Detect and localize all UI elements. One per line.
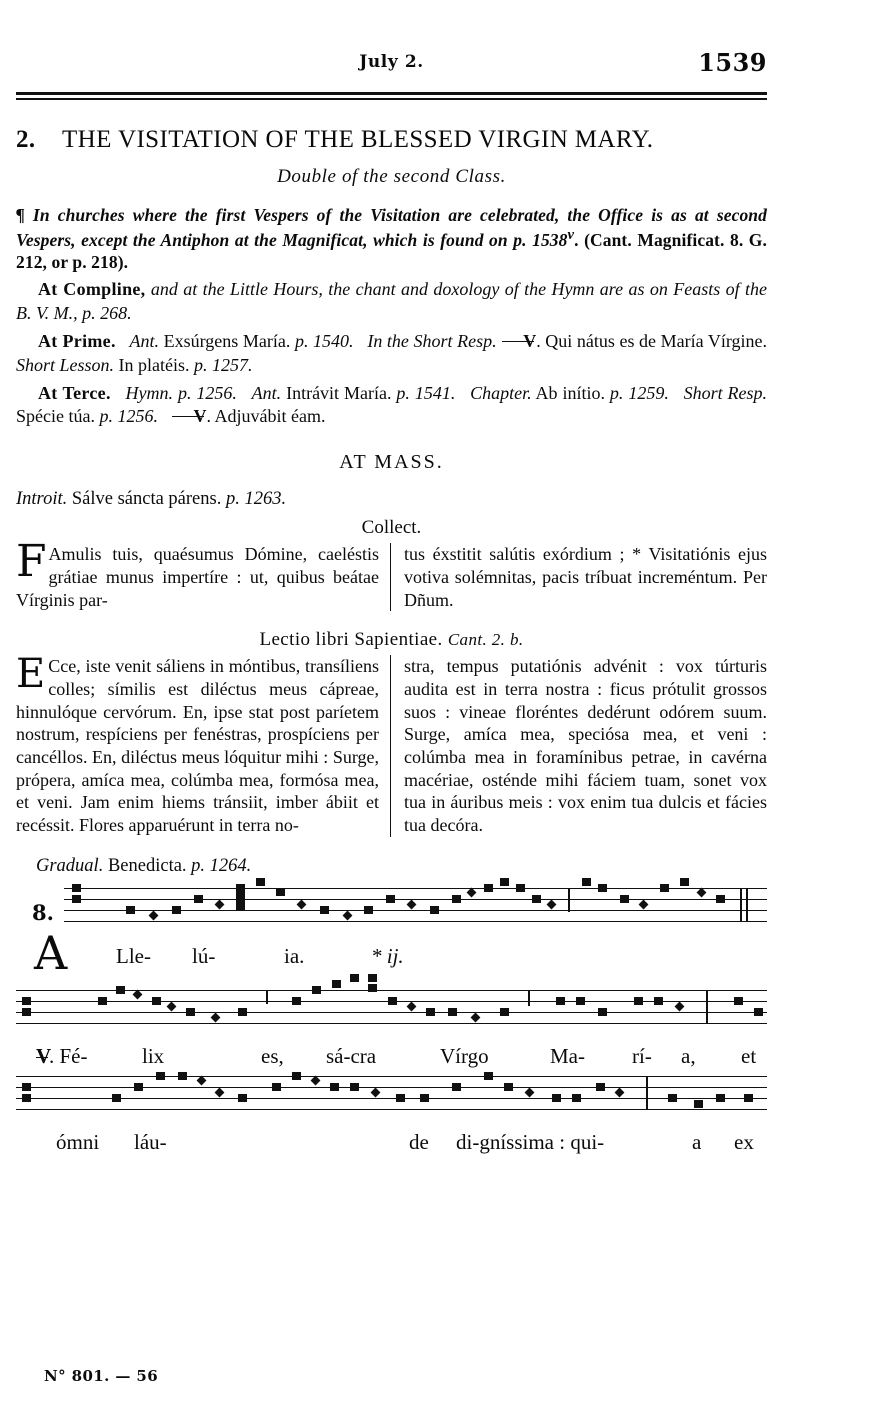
collect-right-column <box>391 543 767 611</box>
chant-staff-3 <box>16 1074 767 1120</box>
chant-syllable: a, <box>681 1044 696 1069</box>
feast-title-line <box>16 126 767 154</box>
rubric-vespers-sup: v <box>567 227 575 244</box>
compline-label: At Compline, <box>38 279 146 300</box>
terce-ant-page: p. 1541. <box>396 383 456 404</box>
prime-lesson-label: Short Lesson. <box>16 354 115 375</box>
introit-line <box>16 488 767 511</box>
terce-hymn-label: Hymn. <box>125 383 174 404</box>
feast-number: 2. <box>16 126 36 153</box>
chant-syllable: sá-cra <box>326 1044 377 1069</box>
lesson-columns <box>16 651 767 836</box>
collect-right-text: tus éxstitit salútis exórdium ; * Visitatiónis ejus votiva solémnitas, pacis tríbuat increméntum. Per Dñum. <box>404 544 767 610</box>
chant-mode-number: 8. <box>32 900 54 926</box>
pilcrow-icon: ¶ <box>16 205 33 225</box>
chant-staff-2 <box>16 988 767 1034</box>
chant-syllable: Ma- <box>550 1044 585 1069</box>
rubric-compline <box>16 278 767 325</box>
rubric-vespers-l1: In churches where the first Vespers of the Visitation are celebrated, the <box>32 205 591 225</box>
introit-label: Introit. <box>16 488 68 509</box>
terce-ant-label: Ant. <box>251 383 282 404</box>
chant-syllable: lix <box>142 1044 165 1069</box>
header-rule <box>16 92 767 100</box>
terce-resp-label: Short Resp. <box>683 383 767 404</box>
prime-lesson: In platéis. <box>118 354 190 375</box>
rubric-vespers-l3: is found on p. 1538 <box>422 230 568 251</box>
prime-label: At Prime. <box>38 331 116 352</box>
chant-syllable: et <box>741 1044 757 1069</box>
chant-syllable: Vírgo <box>440 1044 489 1069</box>
prime-ant-page: p. 1540. <box>294 331 354 352</box>
collect-left-text: Amulis tuis, quaésumus Dómine, caeléstis grátiae munus impertíre : ut, quibus beátae Vírginis par- <box>16 544 379 610</box>
rubric-terce: At Terce. Hymn. p. 1256. Ant. Intrávit María. p. 1541. Chapter. Ab inítio. p. 1259. Short Resp. Spécie túa. p. 1256. V. Adjuvábit éam. <box>16 382 767 429</box>
collect-columns <box>16 536 767 611</box>
gradual-text: Benedicta. <box>107 855 187 876</box>
chant-system-2 <box>16 988 767 1074</box>
terce-ant: Intrávit María. <box>286 383 392 404</box>
introit-text: Sálve sáncta párens. <box>71 488 222 509</box>
chant-syllable: lú- <box>192 944 216 969</box>
page-title: THE VISITATION OF THE BLESSED VIRGIN MARY. <box>62 126 654 153</box>
mass-heading: AT MASS. <box>339 450 444 473</box>
chant-lyrics-3 <box>16 1120 767 1160</box>
prime-ant-label: Ant. <box>129 331 160 352</box>
chant-syllable: es, <box>261 1044 284 1069</box>
lesson-left-text: Cce, iste venit sáliens in móntibus, transíliens colles; símilis est diléctus meus cápreae, hinnulóque cervórum. En, ipse stat post paríetem nostrum, respíciens per fenéstras, prospíciens per cancéllos. En, diléctus meus lóquitur mihi : Surge, própera, amíca mea, colúmba mea, formósa mea, et veni. Jam enim hiems tránsiit, imber ábiit et recéssit. Flores apparuérunt in terra no- <box>16 656 379 836</box>
prime-resp: Qui nátus es de María Vírgine. <box>545 331 768 352</box>
page-header <box>16 48 767 86</box>
rubric-prime: At Prime. Ant. Exsúrgens María. p. 1540. In the Short Resp. V. Qui nátus es de María Vírgine. Short Lesson. In platéis. p. 1257. <box>16 331 768 375</box>
header-date: July 2. <box>359 52 424 72</box>
gradual-line <box>16 855 767 878</box>
chant-staff-1 <box>64 886 767 932</box>
chant-syllable: ia. <box>284 944 305 969</box>
lesson-right-text: stra, tempus putatiónis advénit : vox túrturis audita est in terra nostra : ficus prótulit grossos suos : vineae floréntes dedérunt odórem suum. Surge, amíca mea, speciósa mea, et veni : colúmba mea in foramínibus petrae, in cavérna macériae, osténde mihi fáciem tuam, sonet vox tua in áuribus meis : vox enim tua dulcis et fácies tua decóra. <box>404 656 767 836</box>
chant-system-1 <box>16 886 767 986</box>
versicle-icon: V <box>501 330 536 353</box>
chant-syllable: rí- <box>632 1044 652 1069</box>
chant-syllable: . Fé- <box>49 1044 88 1069</box>
collect-heading: Collect. <box>361 517 422 539</box>
rubric-vespers <box>16 204 767 273</box>
gradual-label: Gradual. <box>36 855 104 876</box>
header-page-number: 1539 <box>698 48 767 77</box>
chant-lyrics-1 <box>16 926 767 986</box>
chant-initial-letter: A <box>34 926 68 981</box>
collect-left-column <box>16 536 391 611</box>
footer-signature: N° 801. — 56 <box>44 1367 159 1385</box>
prime-lesson-page: p. 1257. <box>194 354 253 375</box>
introit-page: p. 1263. <box>225 488 287 509</box>
terce-resp-page: p. 1256. <box>99 406 158 427</box>
prime-ant: Exsúrgens María. <box>163 331 291 352</box>
lesson-heading-text: Lectio libri Sapientiae. <box>259 629 443 651</box>
chant-syllable: de <box>409 1130 429 1155</box>
rubric-vespers-l2: Office is as at second Vespers, except the Antiphon at the Magnificat, which <box>16 205 767 251</box>
chant-system-3 <box>16 1074 767 1160</box>
terce-label: At Terce. <box>38 383 111 404</box>
versicle-icon-2: V <box>171 405 206 428</box>
terce-chapter: Ab inítio. <box>535 383 605 404</box>
chant-syllable: a <box>692 1130 702 1155</box>
chant-lyrics-2 <box>16 1034 767 1074</box>
lesson-heading <box>16 629 767 651</box>
terce-chapter-label: Chapter. <box>470 383 532 404</box>
terce-resp: Spécie túa. <box>16 406 95 427</box>
chant-syllable: Lle- <box>116 944 151 969</box>
chant-syllable: ómni <box>56 1130 100 1155</box>
terce-hymn-page: p. 1256. <box>177 383 237 404</box>
feast-rank: Double of the second Class. <box>277 166 506 187</box>
terce-versicle: Adjuvábit éam. <box>214 406 326 427</box>
prime-resp-label: In the Short Resp. <box>367 331 497 352</box>
chant-syllable: ex <box>734 1130 754 1155</box>
lesson-reference: Cant. 2. b. <box>447 630 524 650</box>
lesson-dropcap: E <box>16 651 46 698</box>
page-content <box>16 48 768 1160</box>
rubric-vespers-l3b: . (Cant. Magnificat. 8. G. 212, or p. 218). <box>16 230 767 273</box>
lesson-right-column <box>391 655 767 836</box>
chant-syllable: láu- <box>134 1130 167 1155</box>
compline-text: and at the Little Hours, the chant and doxology of the Hymn are as on Feasts of the B. V. M., p. 268. <box>16 279 767 323</box>
collect-dropcap: F <box>16 536 47 588</box>
chant-syllable: di-gníssima : qui- <box>456 1130 605 1155</box>
versicle-icon-3: V <box>36 1044 52 1069</box>
terce-chapter-page: p. 1259. <box>609 383 669 404</box>
lesson-left-column <box>16 651 391 836</box>
chant-repeat-mark: * ij. <box>371 944 404 969</box>
gradual-page: p. 1264. <box>191 855 252 876</box>
